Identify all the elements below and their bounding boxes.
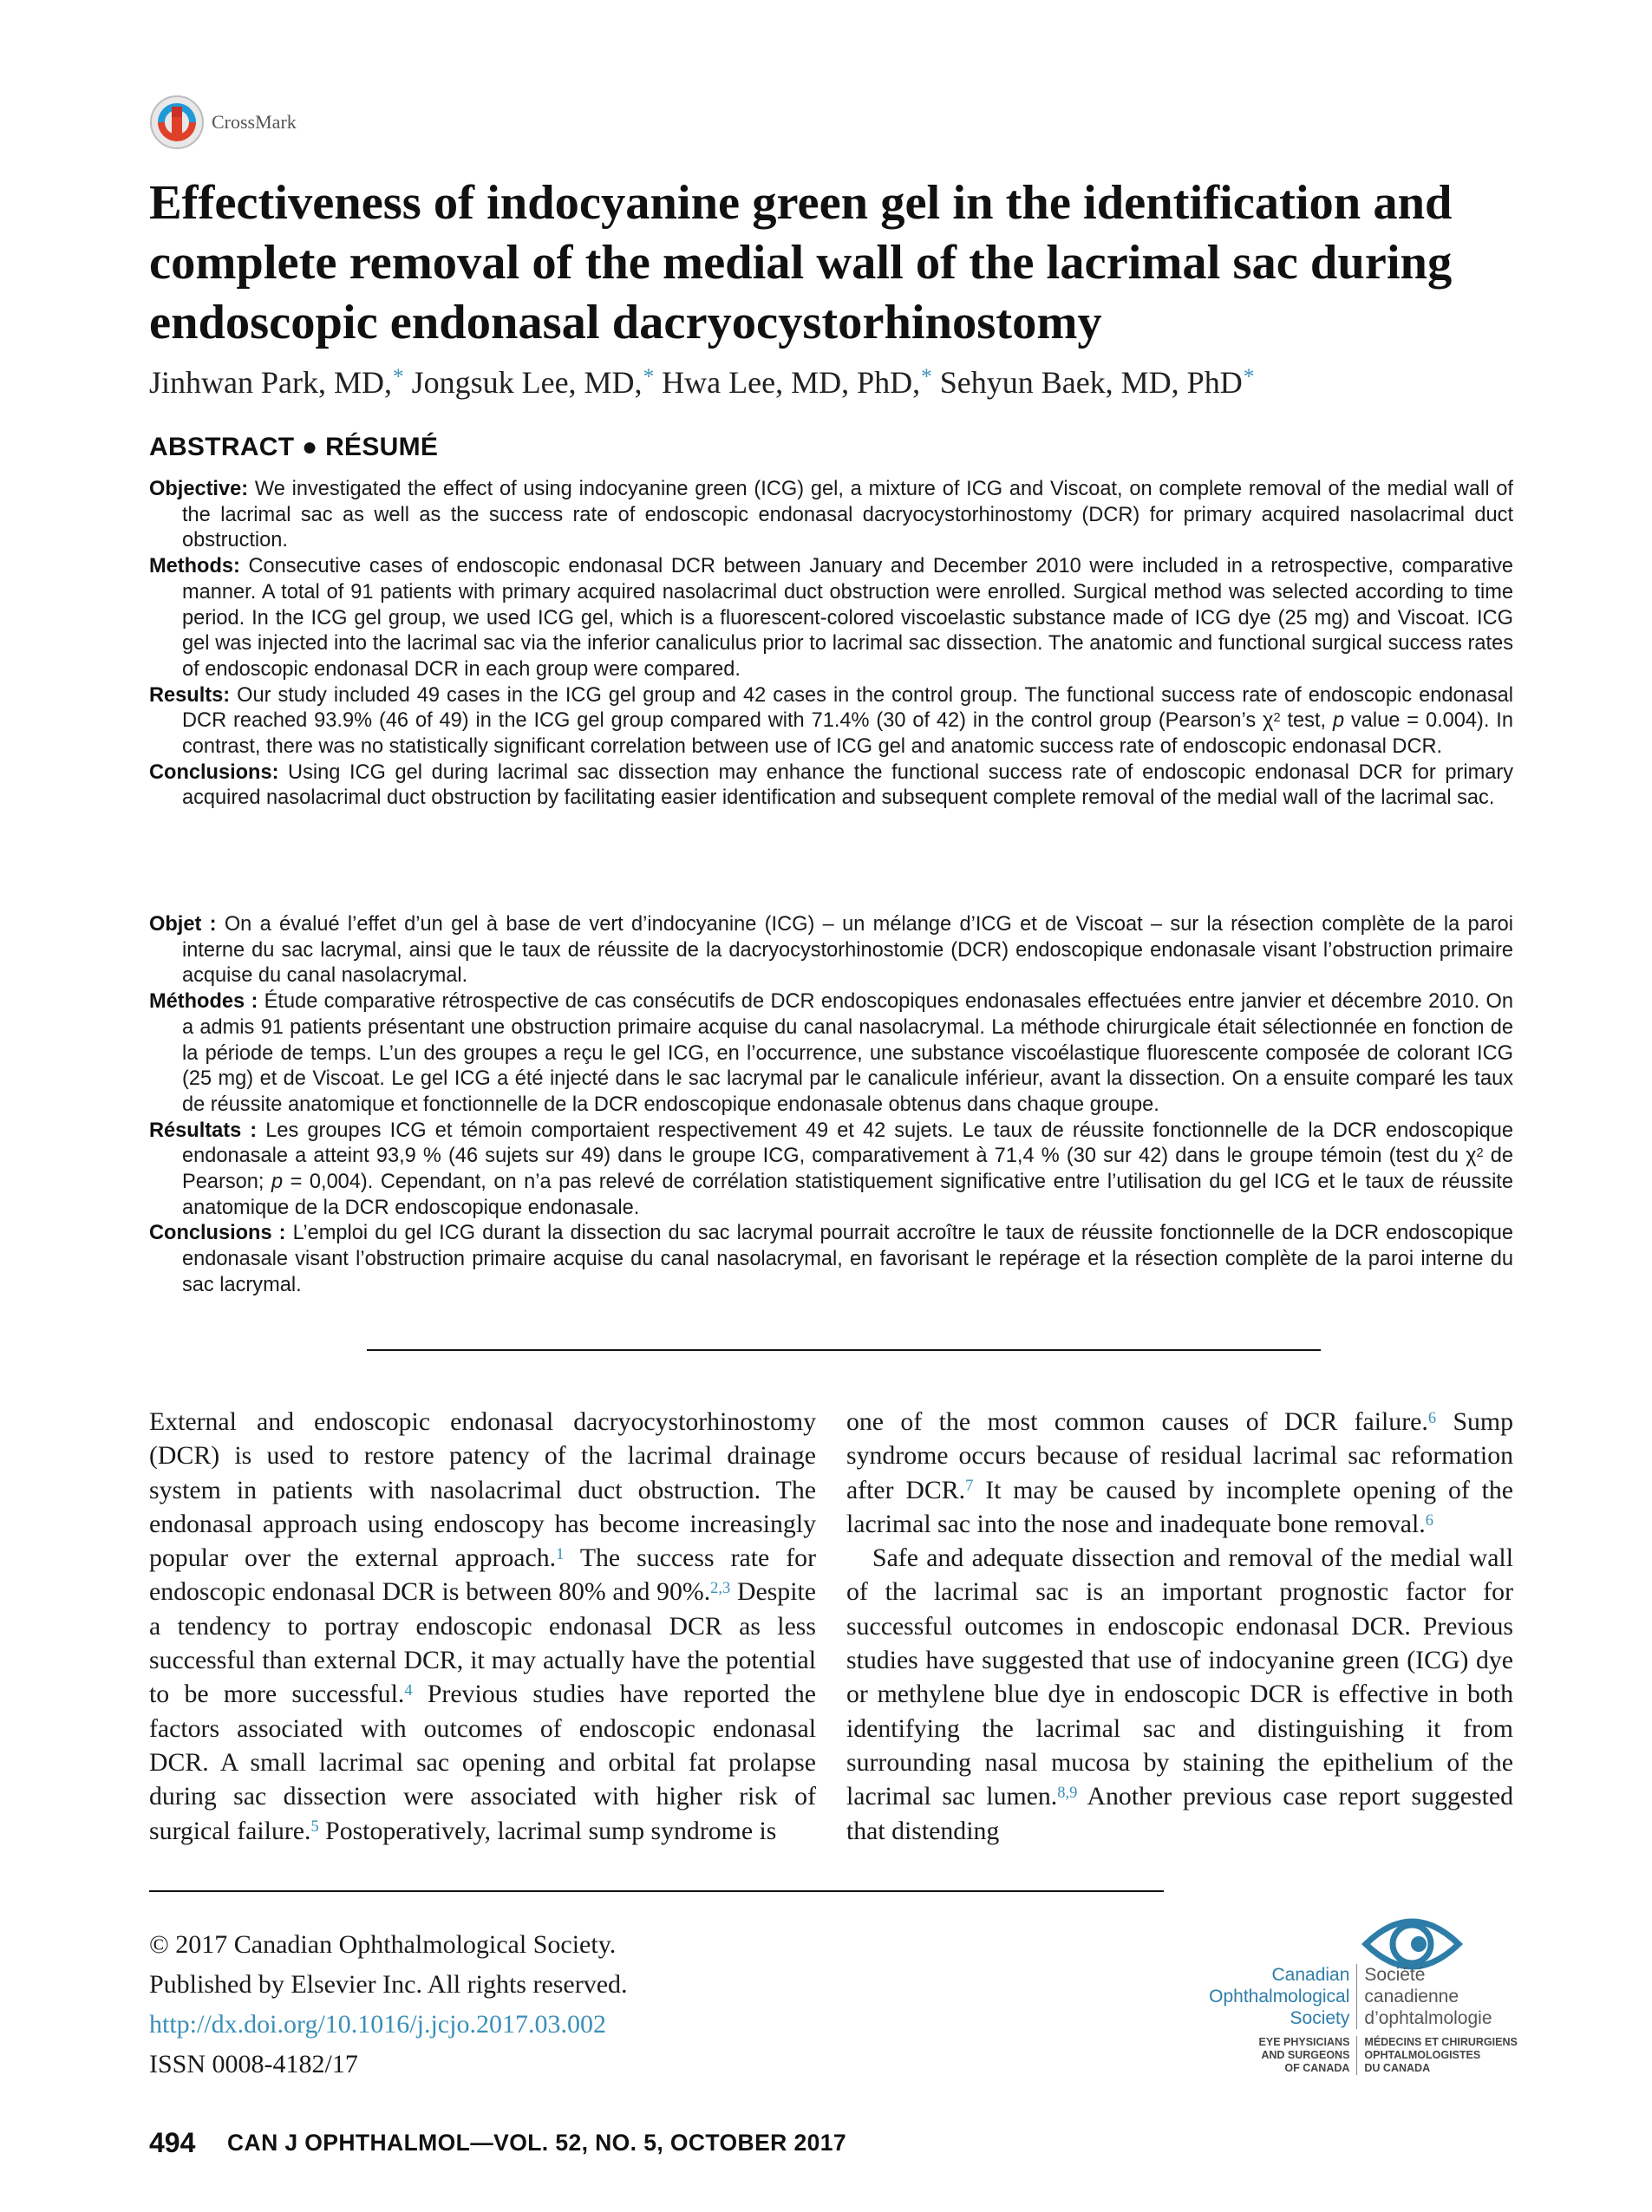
abstract-section-label: Objet : <box>149 913 217 936</box>
society-subtitle-line: DU CANADA <box>1364 2062 1431 2074</box>
author-affiliation-mark: * <box>1243 364 1255 388</box>
copyright-block <box>149 1925 628 2085</box>
crossmark-badge[interactable] <box>149 92 297 153</box>
page-number: 494 <box>149 2127 196 2158</box>
body-text: It may be caused by incomplete opening of the lacrimal sac into the nose and inadequate bone removal. <box>846 1475 1513 1538</box>
society-name-line: d’ophtalmologie <box>1364 2008 1492 2028</box>
abstract-section-text: Our study included 49 cases in the ICG gel group and 42 cases in the control group. The functional success rate of endoscopic endonasal DCR reached 93.9% (46 of 49) in the ICG gel group compared with 71.4% (30 of 42) in the control group (Pearson’s χ <box>182 683 1513 733</box>
abstract-section-text: = 0,004). Cependant, on n’a pas relevé de corrélation statistiquement significative entre l’utilisation du gel ICG et le taux de réussite anatomique de la DCR endoscopique endonasale. <box>182 1171 1513 1219</box>
abstract-section-text: On a évalué l’effet d’un gel à base de vert d’indocyanine (ICG) – un mélange d’ICG et de Viscoat – sur la résection complète de la paroi interne du sac lacrymal, ainsi que le taux de réussite de la dacryocystorhinostomie (DCR) endoscopique endonasale visant l’obstruction primaire acquise du canal nasolacrymal. <box>182 913 1513 988</box>
abstract-section-text: value = 0.004). In contrast, there was no statistically significant correlation between use of ICG gel and anatomic success rate of endoscopic endonasal DCR. <box>182 709 1513 759</box>
abstract-fr-section <box>149 912 1513 989</box>
citation-ref: 6 <box>1427 1408 1437 1426</box>
abstract-section-text: L’emploi du gel ICG durant la dissection du sac lacrymal pourrait accroître le taux de réussite fonctionnelle de la DCR endoscopique endonasale visant l’obstruction primaire acquise du canal nasolacrymal, en favorisant le repérage et la résection complète de la paroi interne du sac lacrymal. <box>182 1222 1513 1296</box>
society-subtitle-line: AND SURGEONS <box>1261 2049 1350 2061</box>
society-name <box>1179 1964 1526 2029</box>
author-list <box>149 364 1254 401</box>
society-name-line: Société <box>1364 1965 1426 1985</box>
abstract-section-label: Conclusions : <box>149 1222 286 1245</box>
society-subtitle <box>1179 2036 1526 2075</box>
citation-ref: 4 <box>404 1681 413 1700</box>
abstract-section-label: Méthodes : <box>149 990 258 1014</box>
society-subtitle-line: OF CANADA <box>1284 2062 1350 2074</box>
abstract-section-label: Methods: <box>149 555 240 578</box>
abstract-en-section <box>149 554 1513 683</box>
citation-ref: 5 <box>310 1817 319 1836</box>
doi-link[interactable]: http://dx.doi.org/10.1016/j.jcjo.2017.03.002 <box>149 2010 606 2039</box>
body-paragraph <box>846 1541 1513 1848</box>
issn-line: ISSN 0008-4182/17 <box>149 2050 358 2078</box>
society-subtitle-english <box>1179 2036 1357 2075</box>
body-text: Another previous case report suggested that distending <box>846 1782 1513 1845</box>
abstract-section-text: Étude comparative rétrospective de cas consécutifs de DCR endoscopiques endonasales effectuées entre janvier et décembre 2010. On a admis 91 patients présentant une obstruction primaire acquise du canal nasolacrymal. La méthode chirurgicale était sélectionnée en fonction de la période de temps. L’un des groupes a reçu le gel ICG, en l’occurrence, une substance viscoélastique fluorescente composée de colorant ICG (25 mg) et de Viscoat. Le gel ICG a été injecté dans le sac lacrymal par le canalicule inférieur, avant la dissection. On a ensuite comparé les taux de réussite anatomique et fonctionnelle de la DCR endoscopique endonasale obtenus dans chaque groupe. <box>182 990 1513 1116</box>
society-name-line: Society <box>1290 2008 1350 2028</box>
abstract-en-section <box>149 477 1513 554</box>
society-subtitle-french <box>1357 2036 1526 2075</box>
society-name-french <box>1357 1964 1526 2029</box>
society-name-line: canadienne <box>1364 1987 1459 2006</box>
abstract-section-label: Objective: <box>149 478 249 500</box>
copyright-line: © 2017 Canadian Ophthalmological Society. <box>149 1930 617 1959</box>
crossmark-label: CrossMark <box>212 111 297 133</box>
author-affiliation-mark: * <box>921 364 932 388</box>
italic-symbol: p <box>1332 709 1345 733</box>
italic-symbol: p <box>271 1171 284 1194</box>
abstract-fr-section <box>149 1221 1513 1298</box>
body-text: Despite a tendency to portray endoscopic endonasal DCR as less successful than external DCR, it may actually have the potential to be more successful. <box>149 1577 816 1709</box>
society-subtitle-line: OPHTALMOLOGISTES <box>1364 2049 1481 2061</box>
citation-ref: 7 <box>965 1477 974 1495</box>
author-affiliation-mark: * <box>392 364 404 388</box>
author-affiliation-mark: * <box>643 364 655 388</box>
abstract-section-text: We investigated the effect of using indocyanine green (ICG) gel, a mixture of ICG and Viscoat, on complete removal of the medial wall of the lacrimal sac as well as the success rate of endoscopic endonasal dacryocystorhinostomy (DCR) for primary acquired nasolacrimal duct obstruction. <box>182 478 1513 552</box>
body-paragraph <box>846 1405 1513 1541</box>
citation-ref: 8,9 <box>1057 1783 1078 1801</box>
abstract-heading: ABSTRACT ● RÉSUMÉ <box>149 433 439 461</box>
crossmark-icon <box>149 95 205 150</box>
abstract-en-section <box>149 683 1513 760</box>
society-name-line: Canadian <box>1271 1965 1350 1985</box>
abstract-section-label: Conclusions: <box>149 760 279 784</box>
abstract-section-label: Résultats : <box>149 1119 258 1142</box>
citation-ref: 1 <box>556 1544 565 1563</box>
body-text: The success rate for endoscopic endonasal DCR is between 80% and 90%. <box>149 1543 816 1607</box>
superscript: 2 <box>1476 1145 1484 1160</box>
footer-divider <box>149 1890 1164 1892</box>
article-title: Effectiveness of indocyanine green gel in the identification and complete removal of the medial wall of the lacrimal sac during endoscopic endonasal dacryocystorhinostomy <box>149 176 1453 349</box>
publisher-line: Published by Elsevier Inc. All rights reserved. <box>149 1970 628 1999</box>
abstract-fr-section <box>149 1119 1513 1222</box>
society-name-english <box>1179 1964 1357 2029</box>
author-name: Jinhwan Park, MD, <box>149 365 392 400</box>
body-column-right <box>846 1405 1513 1848</box>
abstract-section-label: Results: <box>149 683 231 707</box>
author-name: Jongsuk Lee, MD, <box>411 365 643 400</box>
journal-citation: CAN J OPHTHALMOL—VOL. 52, NO. 5, OCTOBER 2017 <box>227 2130 846 2156</box>
abstract-french <box>149 912 1513 1299</box>
body-text: one of the most common causes of DCR failure. <box>846 1407 1428 1436</box>
author-name: Hwa Lee, MD, PhD, <box>662 365 921 400</box>
abstract-section-text: Using ICG gel during lacrimal sac dissection may enhance the functional success rate of endoscopic endonasal DCR for primary acquired nasolacrimal duct obstruction by facilitating easier identification and subsequent complete removal of the medial wall of the lacrimal sac. <box>182 760 1514 810</box>
body-text: Safe and adequate dissection and removal of the medial wall of the lacrimal sac is an important prognostic factor for successful outcomes in endoscopic endonasal DCR. Previous studies have suggested that use of indocyanine green (ICG) dye or methylene blue dye in endoscopic DCR is effective in both identifying the lacrimal sac and distinguishing it from surrounding nasal mucosa by staining the epithelium of the lacrimal sac lumen. <box>846 1543 1513 1811</box>
society-subtitle-line: MÉDECINS ET CHIRURGIENS <box>1364 2036 1518 2048</box>
abstract-section-text: test, <box>1280 709 1333 733</box>
body-paragraph <box>149 1405 816 1848</box>
citation-ref: 6 <box>1425 1511 1433 1529</box>
body-text: Previous studies have reported the factors associated with outcomes of endoscopic endonasal DCR. A small lacrimal sac opening and orbital fat prolapse during sac dissection were associated with higher risk of surgical failure. <box>149 1680 816 1845</box>
body-column-left <box>149 1405 816 1848</box>
abstract-section-text: de Pearson; <box>182 1145 1513 1194</box>
abstract-fr-section <box>149 989 1513 1119</box>
society-name-line: Ophthalmological <box>1209 1987 1350 2006</box>
abstract-english <box>149 477 1513 812</box>
body-text: Postoperatively, lacrimal sump syndrome is <box>318 1816 777 1845</box>
body-text: External and endoscopic endonasal dacryocystorhinostomy (DCR) is used to restore patency of the lacrimal drainage system in patients with nasolacrimal duct obstruction. The endonasal approach using endoscopy has become increasingly popular over the external approach. <box>149 1407 816 1573</box>
author-name: Sehyun Baek, MD, PhD <box>939 365 1243 400</box>
body-text: Sump syndrome occurs because of residual lacrimal sac reformation after DCR. <box>846 1407 1514 1504</box>
section-divider <box>367 1349 1321 1351</box>
abstract-section-text: Les groupes ICG et témoin comportaient respectivement 49 et 42 sujets. Le taux de réussite fonctionnelle de la DCR endoscopique endonasale a atteint 93,9 % (46 sujets sur 49) dans le groupe ICG, comparativement à 71,4 % (30 sur 42) dans le groupe témoin (test du χ <box>182 1119 1513 1168</box>
superscript: 2 <box>1273 710 1281 725</box>
citation-ref: 2,3 <box>710 1579 731 1597</box>
abstract-en-section <box>149 760 1513 812</box>
abstract-section-text: Consecutive cases of endoscopic endonasal DCR between January and December 2010 were included in a retrospective, comparative manner. A total of 91 patients with primary acquired nasolacrimal duct obstruction were enrolled. Surgical method was selected according to time period. In the ICG gel group, we used ICG gel, which is a fluorescent-colored viscoelastic substance made of ICG dye (25 mg) and Viscoat. ICG gel was injected into the lacrimal sac via the inferior canaliculus prior to lacrimal sac dissection. The anatomic and functional surgical success rates of endoscopic endonasal DCR in each group were compared. <box>182 555 1513 681</box>
society-subtitle-line: EYE PHYSICIANS <box>1258 2036 1350 2048</box>
